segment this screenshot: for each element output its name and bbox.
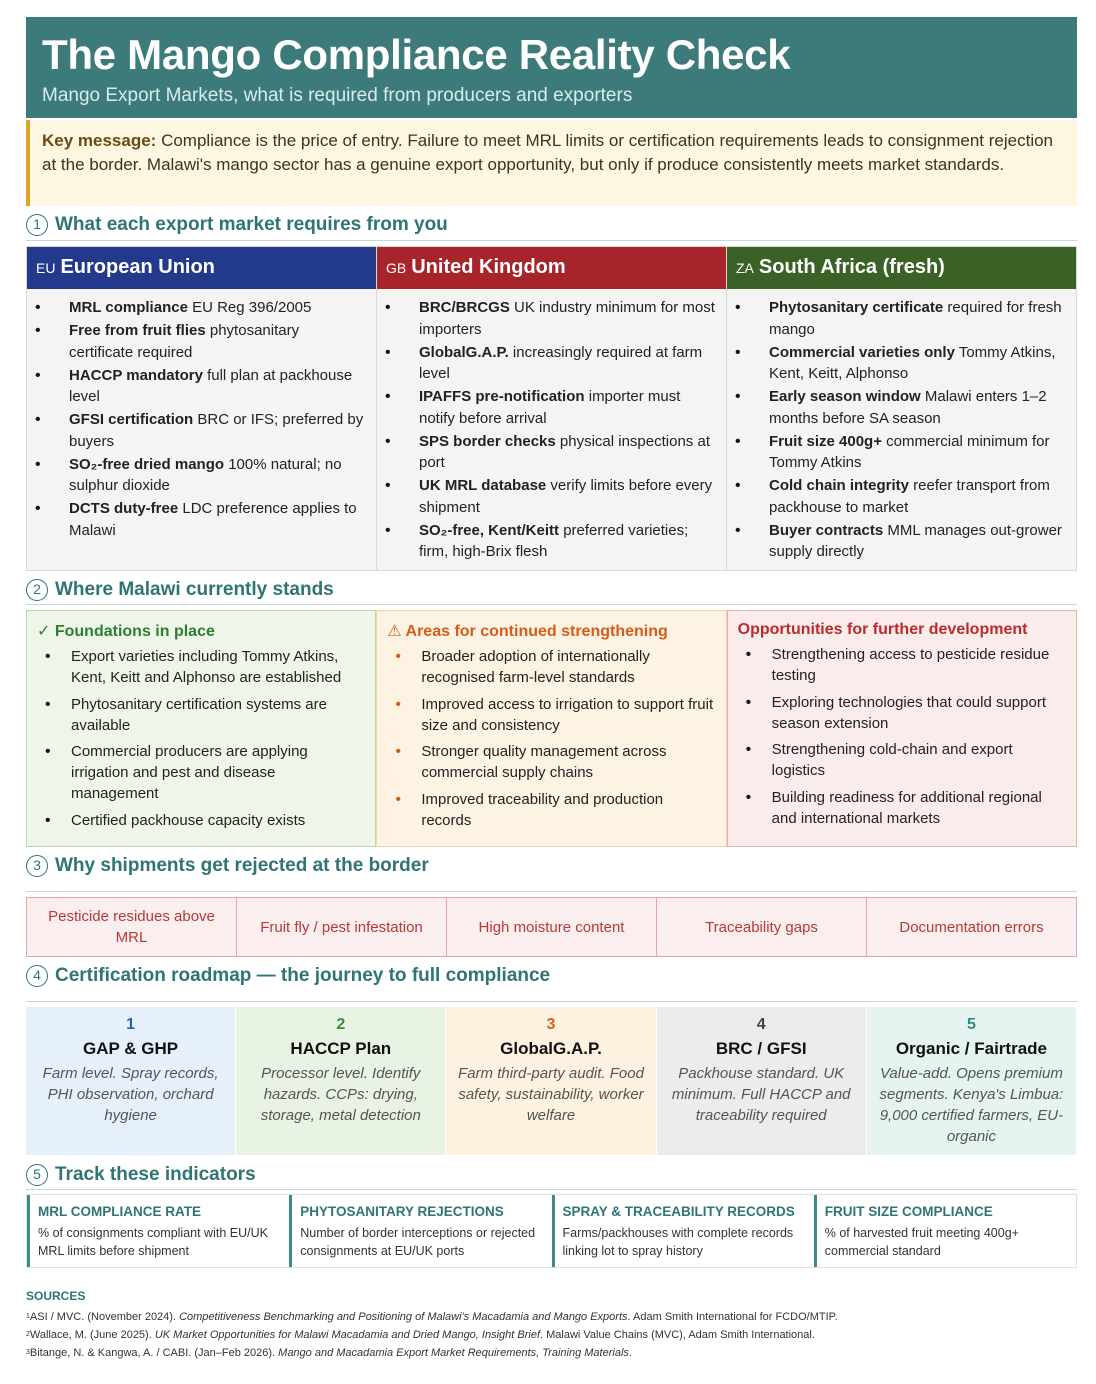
rejection-reason: Fruit fly / pest infestation [237, 898, 447, 956]
rejection-reason: Documentation errors [899, 918, 1044, 936]
requirement-name: MRL compliance [69, 299, 188, 316]
requirement-detail: 100% natural; no sulphur dioxide [69, 455, 342, 494]
source-entry [26, 1326, 1077, 1344]
key-message-label: Key message: [42, 131, 157, 150]
section-number: 4 [26, 965, 48, 987]
requirement-detail: LDC preference applies to Malawi [69, 500, 357, 539]
status-column [376, 610, 726, 847]
section-divider [26, 1189, 1077, 1190]
source-author: ASI / MVC. (November 2024). [29, 1311, 180, 1323]
requirement-detail: full plan at packhouse level [69, 366, 353, 405]
requirement-detail: verify limits before every shipment [419, 477, 713, 516]
step-title: GAP & GHP [83, 1039, 179, 1058]
requirement-name: Buyer contracts [769, 521, 884, 539]
requirement-name: HACCP mandatory [69, 366, 203, 384]
rejection-reason: Pesticide residues above MRL [27, 898, 237, 956]
indicator-description: Number of border interceptions or rejected consignments at EU/UK ports [300, 1226, 536, 1258]
requirement-name: Fruit size 400g+ [769, 432, 882, 450]
malawi-status-panel [26, 610, 1077, 847]
requirement-name: BRC/BRCGS [419, 299, 510, 316]
requirement-name: Commercial varieties only [769, 343, 955, 361]
list-item [35, 454, 366, 497]
requirement-name: UK MRL database [419, 477, 547, 494]
requirement-detail: increasingly required at farm level [419, 343, 703, 382]
list-item [35, 409, 366, 452]
requirement-detail: required for fresh mango [769, 299, 1062, 338]
list-item [735, 431, 1066, 474]
list-item [35, 320, 366, 363]
indicator-title: FRUIT SIZE COMPLIANCE [824, 1204, 993, 1219]
section-number: 5 [26, 1164, 48, 1186]
market-requirements-list [727, 289, 1076, 563]
source-entry [26, 1344, 1077, 1362]
roadmap-step [446, 1007, 656, 1155]
requirement-detail: MML manages out-grower supply directly [769, 521, 1062, 560]
requirement-detail: EU Reg 396/2005 [187, 299, 312, 316]
list-item [735, 297, 1066, 340]
key-message-text: Compliance is the price of entry. Failure to meet MRL limits or certification requirements leads to consignment rejection at the border. Malawi's mango sector has a genuine export opportunity, but only if produce consistently meets market standards. [42, 131, 1054, 174]
indicator-description: % of harvested fruit meeting 400g+ commercial standard [824, 1226, 1019, 1258]
requirement-name: Free from fruit flies [69, 322, 206, 339]
status-heading: Opportunities for further development [737, 621, 1028, 638]
requirement-name: Cold chain integrity [769, 477, 910, 494]
indicator-title: MRL COMPLIANCE RATE [38, 1204, 201, 1219]
section-divider [26, 604, 1077, 605]
step-description: Farm third-party audit. Food safety, sustainability, worker welfare [458, 1065, 644, 1124]
requirement-name: Early season window [769, 388, 921, 405]
list-item: • Exploring technologies that could support season extension [738, 692, 1066, 734]
requirement-name: SO₂-free dried mango [69, 455, 225, 473]
source-author: Bitange, N. & Kangwa, A. / CABI. (Jan–Feb 2026). [29, 1347, 279, 1359]
market-header [27, 247, 376, 289]
roadmap-step [657, 1007, 867, 1155]
indicator-title: PHYTOSANITARY REJECTIONS [300, 1204, 504, 1219]
section-divider [26, 891, 1077, 892]
step-description: Farm level. Spray records, PHI observation, orchard hygiene [42, 1065, 219, 1124]
list-item [385, 297, 716, 340]
status-list [738, 644, 1066, 829]
market-name: European Union [60, 256, 215, 278]
section-4-title [26, 965, 550, 987]
source-publisher: . [628, 1347, 632, 1359]
list-item [385, 386, 716, 429]
indicator-card [552, 1195, 814, 1267]
market-header [377, 247, 726, 289]
step-title: HACCP Plan [290, 1039, 392, 1058]
step-number: 5 [966, 1016, 976, 1033]
page-subtitle: Mango Export Markets, what is required from producers and exporters [42, 85, 633, 106]
section-title-text: Where Malawi currently stands [55, 579, 334, 600]
indicator-title: SPRAY & TRACEABILITY RECORDS [562, 1204, 795, 1219]
list-item: • Strengthening access to pesticide residue testing [738, 644, 1066, 686]
requirement-name: GlobalG.A.P. [419, 343, 509, 361]
step-description: Value-add. Opens premium segments. Kenya's Limbua: 9,000 certified farmers, EU-organic [879, 1065, 1064, 1145]
section-title-text: Why shipments get rejected at the border [55, 855, 429, 876]
step-description: Processor level. Identify hazards. CCPs: drying, storage, metal detection [260, 1065, 421, 1124]
indicator-description: Farms/packhouses with complete records linking lot to spray history [562, 1226, 794, 1258]
indicator-card [27, 1195, 289, 1267]
indicator-card [289, 1195, 551, 1267]
rejection-reasons [26, 897, 1077, 957]
page-title: The Mango Compliance Reality Check [42, 31, 791, 78]
status-heading: ⚠ Areas for continued strengthening [387, 623, 668, 640]
source-publisher: . Adam Smith International for FCDO/MTIP. [627, 1311, 838, 1323]
source-number: 1 [26, 1313, 30, 1320]
source-title: UK Market Opportunities for Malawi Macadamia and Dried Mango, Insight Brief [154, 1329, 540, 1341]
list-item [735, 386, 1066, 429]
source-number: 3 [26, 1349, 30, 1356]
section-title-text: Track these indicators [55, 1164, 256, 1185]
market-header [727, 247, 1076, 289]
sources-heading: SOURCES [26, 1289, 86, 1303]
step-title: Organic / Fairtrade [895, 1039, 1047, 1058]
list-item [735, 520, 1066, 563]
status-column [26, 610, 376, 847]
list-item: • Certified packhouse capacity exists [37, 810, 365, 831]
roadmap-step [867, 1007, 1077, 1155]
list-item [385, 475, 716, 518]
source-publisher: . Malawi Value Chains (MVC), Adam Smith International. [540, 1329, 815, 1341]
section-number: 3 [26, 855, 48, 877]
list-item: • Phytosanitary certification systems are available [37, 694, 365, 736]
section-2-title [26, 579, 334, 601]
list-item [35, 498, 366, 541]
list-item: • Broader adoption of internationally recognised farm-level standards [387, 646, 715, 688]
market-column [377, 247, 727, 570]
step-number: 4 [756, 1016, 766, 1033]
step-number: 2 [336, 1016, 346, 1033]
requirement-detail: importer must notify before arrival [419, 388, 681, 427]
list-item: • Export varieties including Tommy Atkins, Kent, Keitt and Alphonso are established [37, 646, 365, 688]
source-author: Wallace, M. (June 2025). [29, 1329, 155, 1341]
list-item: • Stronger quality management across commercial supply chains [387, 741, 715, 783]
requirement-detail: reefer transport from packhouse to market [769, 477, 1050, 516]
indicator-card [814, 1195, 1076, 1267]
indicators-row [26, 1194, 1077, 1268]
list-item [35, 297, 366, 319]
section-1-title [26, 214, 448, 236]
list-item: • Commercial producers are applying irrigation and pest and disease management [37, 741, 365, 804]
requirement-detail: physical inspections at port [419, 432, 710, 471]
requirement-detail: phytosanitary certificate required [69, 322, 300, 361]
market-column [727, 247, 1076, 570]
list-item [35, 365, 366, 408]
market-requirements-list [377, 289, 726, 563]
status-column [727, 610, 1077, 847]
list-item [385, 431, 716, 474]
requirement-detail: UK industry minimum for most importers [419, 299, 715, 338]
list-item: • Improved traceability and production records [387, 789, 715, 831]
list-item: • Strengthening cold-chain and export logistics [738, 739, 1066, 781]
source-title: Competitiveness Benchmarking and Positioning of Malawi's Macadamia and Mango Exports [179, 1311, 628, 1323]
requirement-name: Phytosanitary certificate [769, 299, 944, 316]
section-title-text: What each export market requires from you [55, 214, 448, 235]
requirement-detail: commercial minimum for Tommy Atkins [769, 432, 1050, 471]
market-name: South Africa (fresh) [758, 256, 945, 278]
market-code: GB [386, 260, 407, 276]
section-title-text: Certification roadmap — the journey to full compliance [55, 965, 551, 986]
section-number: 1 [26, 214, 48, 236]
page-header [26, 17, 1077, 118]
requirement-name: SPS border checks [419, 432, 556, 450]
status-list [37, 646, 365, 831]
certification-roadmap [26, 1007, 1077, 1155]
roadmap-step [236, 1007, 446, 1155]
requirement-name: DCTS duty-free [69, 500, 179, 517]
market-code: EU [36, 260, 56, 276]
section-number: 2 [26, 579, 48, 601]
sources [26, 1289, 1077, 1362]
requirement-detail: BRC or IFS; preferred by buyers [69, 411, 364, 450]
rejection-reason: Traceability gaps [657, 898, 867, 956]
section-5-title [26, 1164, 256, 1186]
requirement-name: IPAFFS pre-notification [419, 388, 585, 405]
requirement-detail: Malawi enters 1–2 months before SA season [769, 388, 1047, 427]
requirement-detail: preferred varieties; firm, high-Brix flesh [419, 521, 689, 560]
rejection-reason: High moisture content [447, 898, 657, 956]
roadmap-step [26, 1007, 236, 1155]
key-message [26, 120, 1077, 206]
step-number: 1 [126, 1016, 136, 1033]
requirement-name: GFSI certification [69, 411, 194, 428]
source-number: 2 [26, 1331, 30, 1338]
indicator-description: % of consignments compliant with EU/UK MRL limits before shipment [38, 1226, 268, 1258]
list-item: • Building readiness for additional regional and international markets [738, 787, 1066, 829]
status-heading: ✓ Foundations in place [37, 623, 215, 640]
list-item [735, 342, 1066, 385]
list-item [735, 475, 1066, 518]
market-requirements-list [27, 289, 376, 541]
market-column [27, 247, 377, 570]
status-list [387, 646, 715, 831]
list-item: • Improved access to irrigation to support fruit size and consistency [387, 694, 715, 736]
step-number: 3 [546, 1016, 556, 1033]
step-title: BRC / GFSI [715, 1039, 807, 1058]
list-item [385, 342, 716, 385]
market-code: ZA [736, 260, 754, 276]
market-requirements-table [26, 246, 1077, 571]
section-divider [26, 1001, 1077, 1002]
step-title: GlobalG.A.P. [500, 1039, 602, 1058]
step-description: Packhouse standard. UK minimum. Full HACCP and traceability required [671, 1065, 851, 1124]
requirement-name: SO₂-free, Kent/Keitt [419, 521, 560, 539]
list-item [385, 520, 716, 563]
section-3-title [26, 855, 429, 877]
market-name: United Kingdom [411, 256, 566, 278]
source-entry [26, 1308, 1077, 1326]
source-title: Mango and Macadamia Export Market Requirements, Training Materials [278, 1347, 629, 1359]
section-divider [26, 240, 1077, 241]
requirement-detail: Tommy Atkins, Kent, Keitt, Alphonso [769, 343, 1056, 382]
